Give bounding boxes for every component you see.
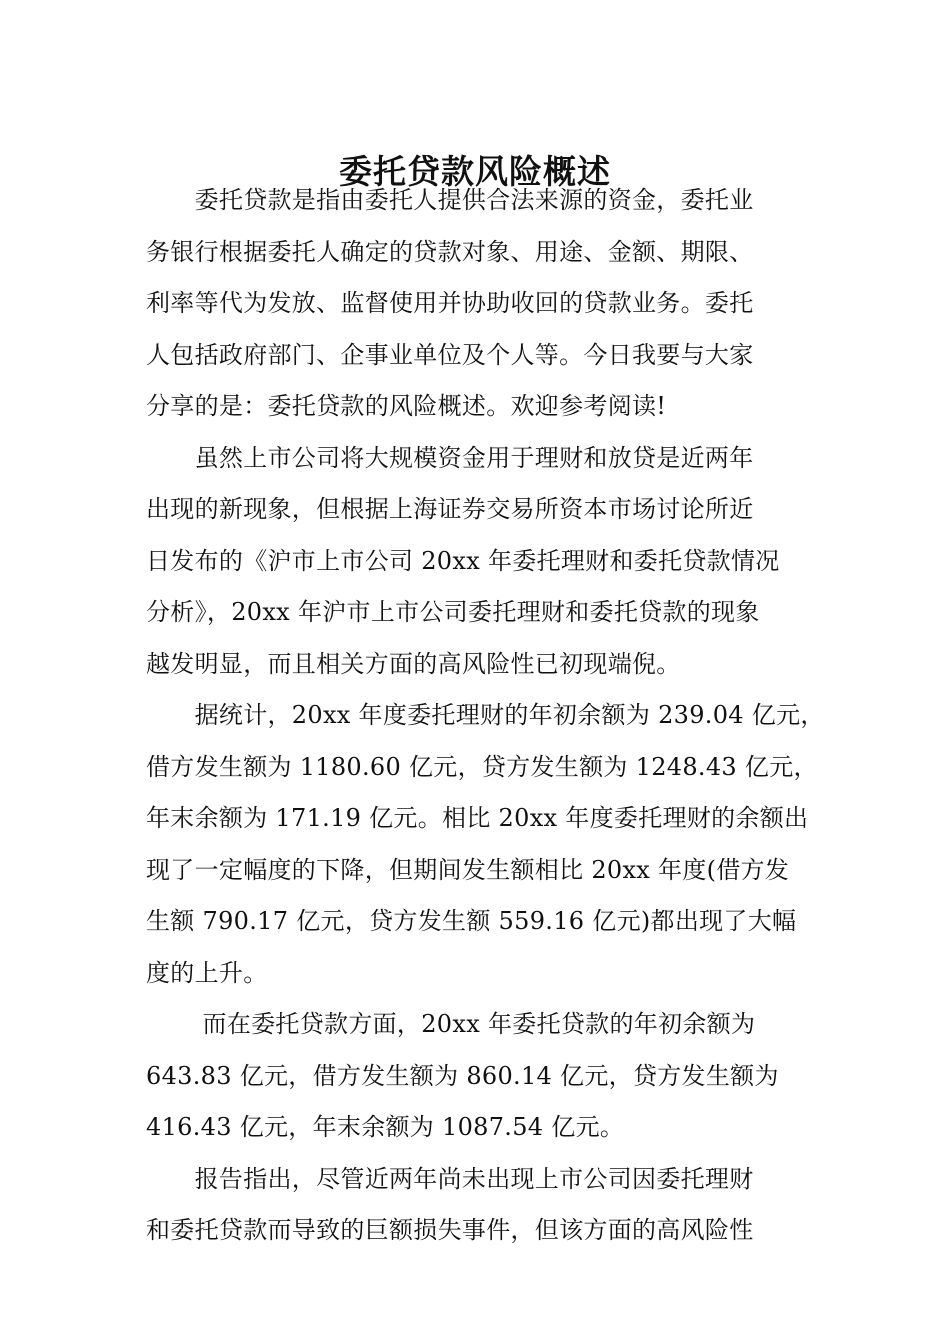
text-line: 分析》，20xx 年沪市上市公司委托理财和委托贷款的现象 [146,598,760,626]
text-line: 日发布的《沪市上市公司 20xx 年委托理财和委托贷款情况 [146,546,780,575]
document-body [146,178,836,1260]
text-line: 人包括政府部门、企事业单位及个人等。今日我要与大家 [146,340,754,369]
text-line: 416.43 亿元，年末余额为 1087.54 亿元。 [146,1113,625,1141]
paragraph-2 [146,436,836,694]
paragraph-3 [146,693,836,1002]
text-line: 现了一定幅度的下降，但期间发生额相比 20xx 年度(借方发 [146,855,790,884]
text-line: 度的上升。 [146,958,268,987]
text-line: 生额 790.17 亿元，贷方发生额 559.16 亿元)都出现了大幅 [146,907,797,935]
text-line: 643.83 亿元，借方发生额为 860.14 亿元，贷方发生额为 [146,1061,779,1090]
paragraph-4 [146,1002,836,1157]
paragraph-5 [146,1157,836,1260]
text-line: 越发明显，而且相关方面的高风险性已初现端倪。 [146,649,681,678]
text-line: 年末余额为 171.19 亿元。相比 20xx 年度委托理财的余额出 [146,804,809,832]
text-line: 务银行根据委托人确定的贷款对象、用途、金额、期限、 [146,237,754,266]
text-line: 而在委托贷款方面，20xx 年委托贷款的年初余额为 [146,1010,756,1038]
text-line: 和委托贷款而导致的巨额损失事件，但该方面的高风险性 [146,1216,754,1244]
text-line: 分享的是：委托贷款的风险概述。欢迎参考阅读! [146,392,667,420]
text-line: 委托贷款是指由委托人提供合法来源的资金，委托业 [146,186,754,214]
paragraph-1 [146,178,836,436]
text-line: 虽然上市公司将大规模资金用于理财和放贷是近两年 [146,443,754,472]
text-line: 借方发生额为 1180.60 亿元，贷方发生额为 1248.43 亿元， [146,752,818,781]
text-line: 据统计，20xx 年度委托理财的年初余额为 239.04 亿元， [146,701,825,729]
text-line: 出现的新现象，但根据上海证券交易所资本市场讨论所近 [146,495,754,523]
document-title: 委托贷款风险概述 [339,152,611,192]
text-line: 报告指出，尽管近两年尚未出现上市公司因委托理财 [146,1164,754,1193]
text-line: 利率等代为发放、监督使用并协助收回的贷款业务。委托 [146,289,754,317]
